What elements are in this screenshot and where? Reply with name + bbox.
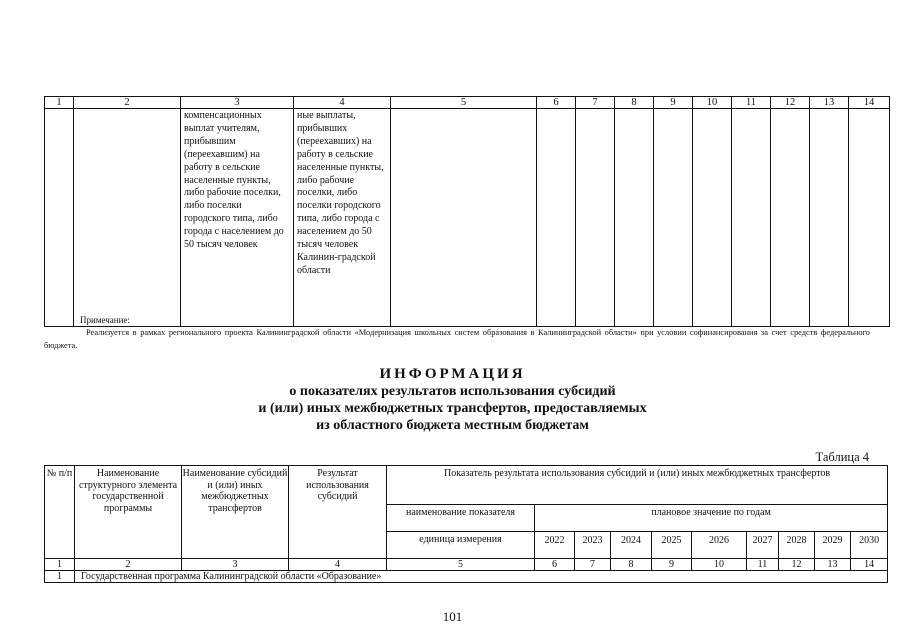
year-cell: 2025 [652,532,692,559]
col-num: 1 [45,97,74,109]
heading-line-2: и (или) иных межбюджетных трансфертов, предоставляемых [258,401,647,416]
cell [391,109,537,327]
header-subsidy: Наименование субсидий и (или) иных межбюджетных трансфертов [182,466,289,559]
cell [654,109,693,327]
year-cell: 2029 [815,532,851,559]
column-number-row [45,559,888,571]
col-num: 10 [693,97,732,109]
col-num: 9 [652,559,692,571]
cell [537,109,576,327]
year-cell: 2027 [747,532,779,559]
col-num: 12 [779,559,815,571]
col-num: 9 [654,97,693,109]
cell [732,109,771,327]
header-row [45,466,888,505]
program-title: Государственная программа Калининградской области «Образование» [75,571,888,583]
header-number: № п/п [45,466,75,559]
col-num: 7 [576,97,615,109]
cell-col4-text: ные выплаты, прибывших (переехавших) на работу в сельские населенные пункты, либо рабочие поселки, либо поселки городского типа, либо города с населением до 50 тысяч человек Калинин-градской области [294,109,391,327]
note-text: Реализуется в рамках регионального проекта Калининградской области «Модернизация школьных систем образования в Калининградской области» при условии софинансирования за счет средств федерального бюджета. [44,328,870,350]
col-num: 6 [535,559,575,571]
col-num: 8 [615,97,654,109]
cell [849,109,890,327]
col-num: 4 [289,559,387,571]
col-num: 5 [391,97,537,109]
header-indicator-name: наименование показателя [387,505,535,532]
col-num: 1 [45,559,75,571]
col-num: 14 [849,97,890,109]
cell [615,109,654,327]
col-num: 6 [537,97,576,109]
cell [771,109,810,327]
col-num: 2 [74,97,181,109]
cell [576,109,615,327]
header-indicator: Показатель результата использования субсидий и (или) иных межбюджетных трансфертов [387,466,888,505]
heading-line-3: из областного бюджета местным бюджетам [316,418,589,433]
table-row [45,571,888,583]
cell [45,109,74,327]
header-result: Результат использования субсидий [289,466,387,559]
continuation-table [44,96,890,327]
cell [74,109,181,327]
table-row [45,109,890,327]
col-num: 7 [575,559,611,571]
col-num: 4 [294,97,391,109]
note-label: Примечание: [80,315,130,325]
year-cell: 2030 [851,532,888,559]
cell [693,109,732,327]
col-num: 3 [182,559,289,571]
year-cell: 2022 [535,532,575,559]
year-cell: 2028 [779,532,815,559]
cell-col3-text: компенсационных выплат учителям, прибывшим (переехавшим) на работу в сельские населенные пункты, либо рабочие поселки, либо поселки городского типа, либо города с населением до 50 тысяч человек [181,109,294,327]
col-num: 10 [692,559,747,571]
col-num: 5 [387,559,535,571]
row-number: 1 [45,571,75,583]
col-num: 14 [851,559,888,571]
col-num: 11 [732,97,771,109]
col-num: 12 [771,97,810,109]
indicators-table [44,465,888,583]
header-unit: единица измерения [387,532,535,559]
col-num: 13 [810,97,849,109]
col-num: 8 [611,559,652,571]
col-num: 2 [75,559,182,571]
column-number-row [45,97,890,109]
col-num: 11 [747,559,779,571]
year-cell: 2023 [575,532,611,559]
col-num: 13 [815,559,851,571]
heading-line-1: о показателях результатов использования субсидий [289,384,616,399]
table-label: Таблица 4 [815,450,869,464]
col-num: 3 [181,97,294,109]
header-plan: плановое значение по годам [535,505,888,532]
heading-title: ИНФОРМАЦИЯ [379,366,526,382]
cell [810,109,849,327]
year-cell: 2024 [611,532,652,559]
header-element: Наименование структурного элемента государственной программы [75,466,182,559]
year-cell: 2026 [692,532,747,559]
page-number: 101 [442,609,463,624]
